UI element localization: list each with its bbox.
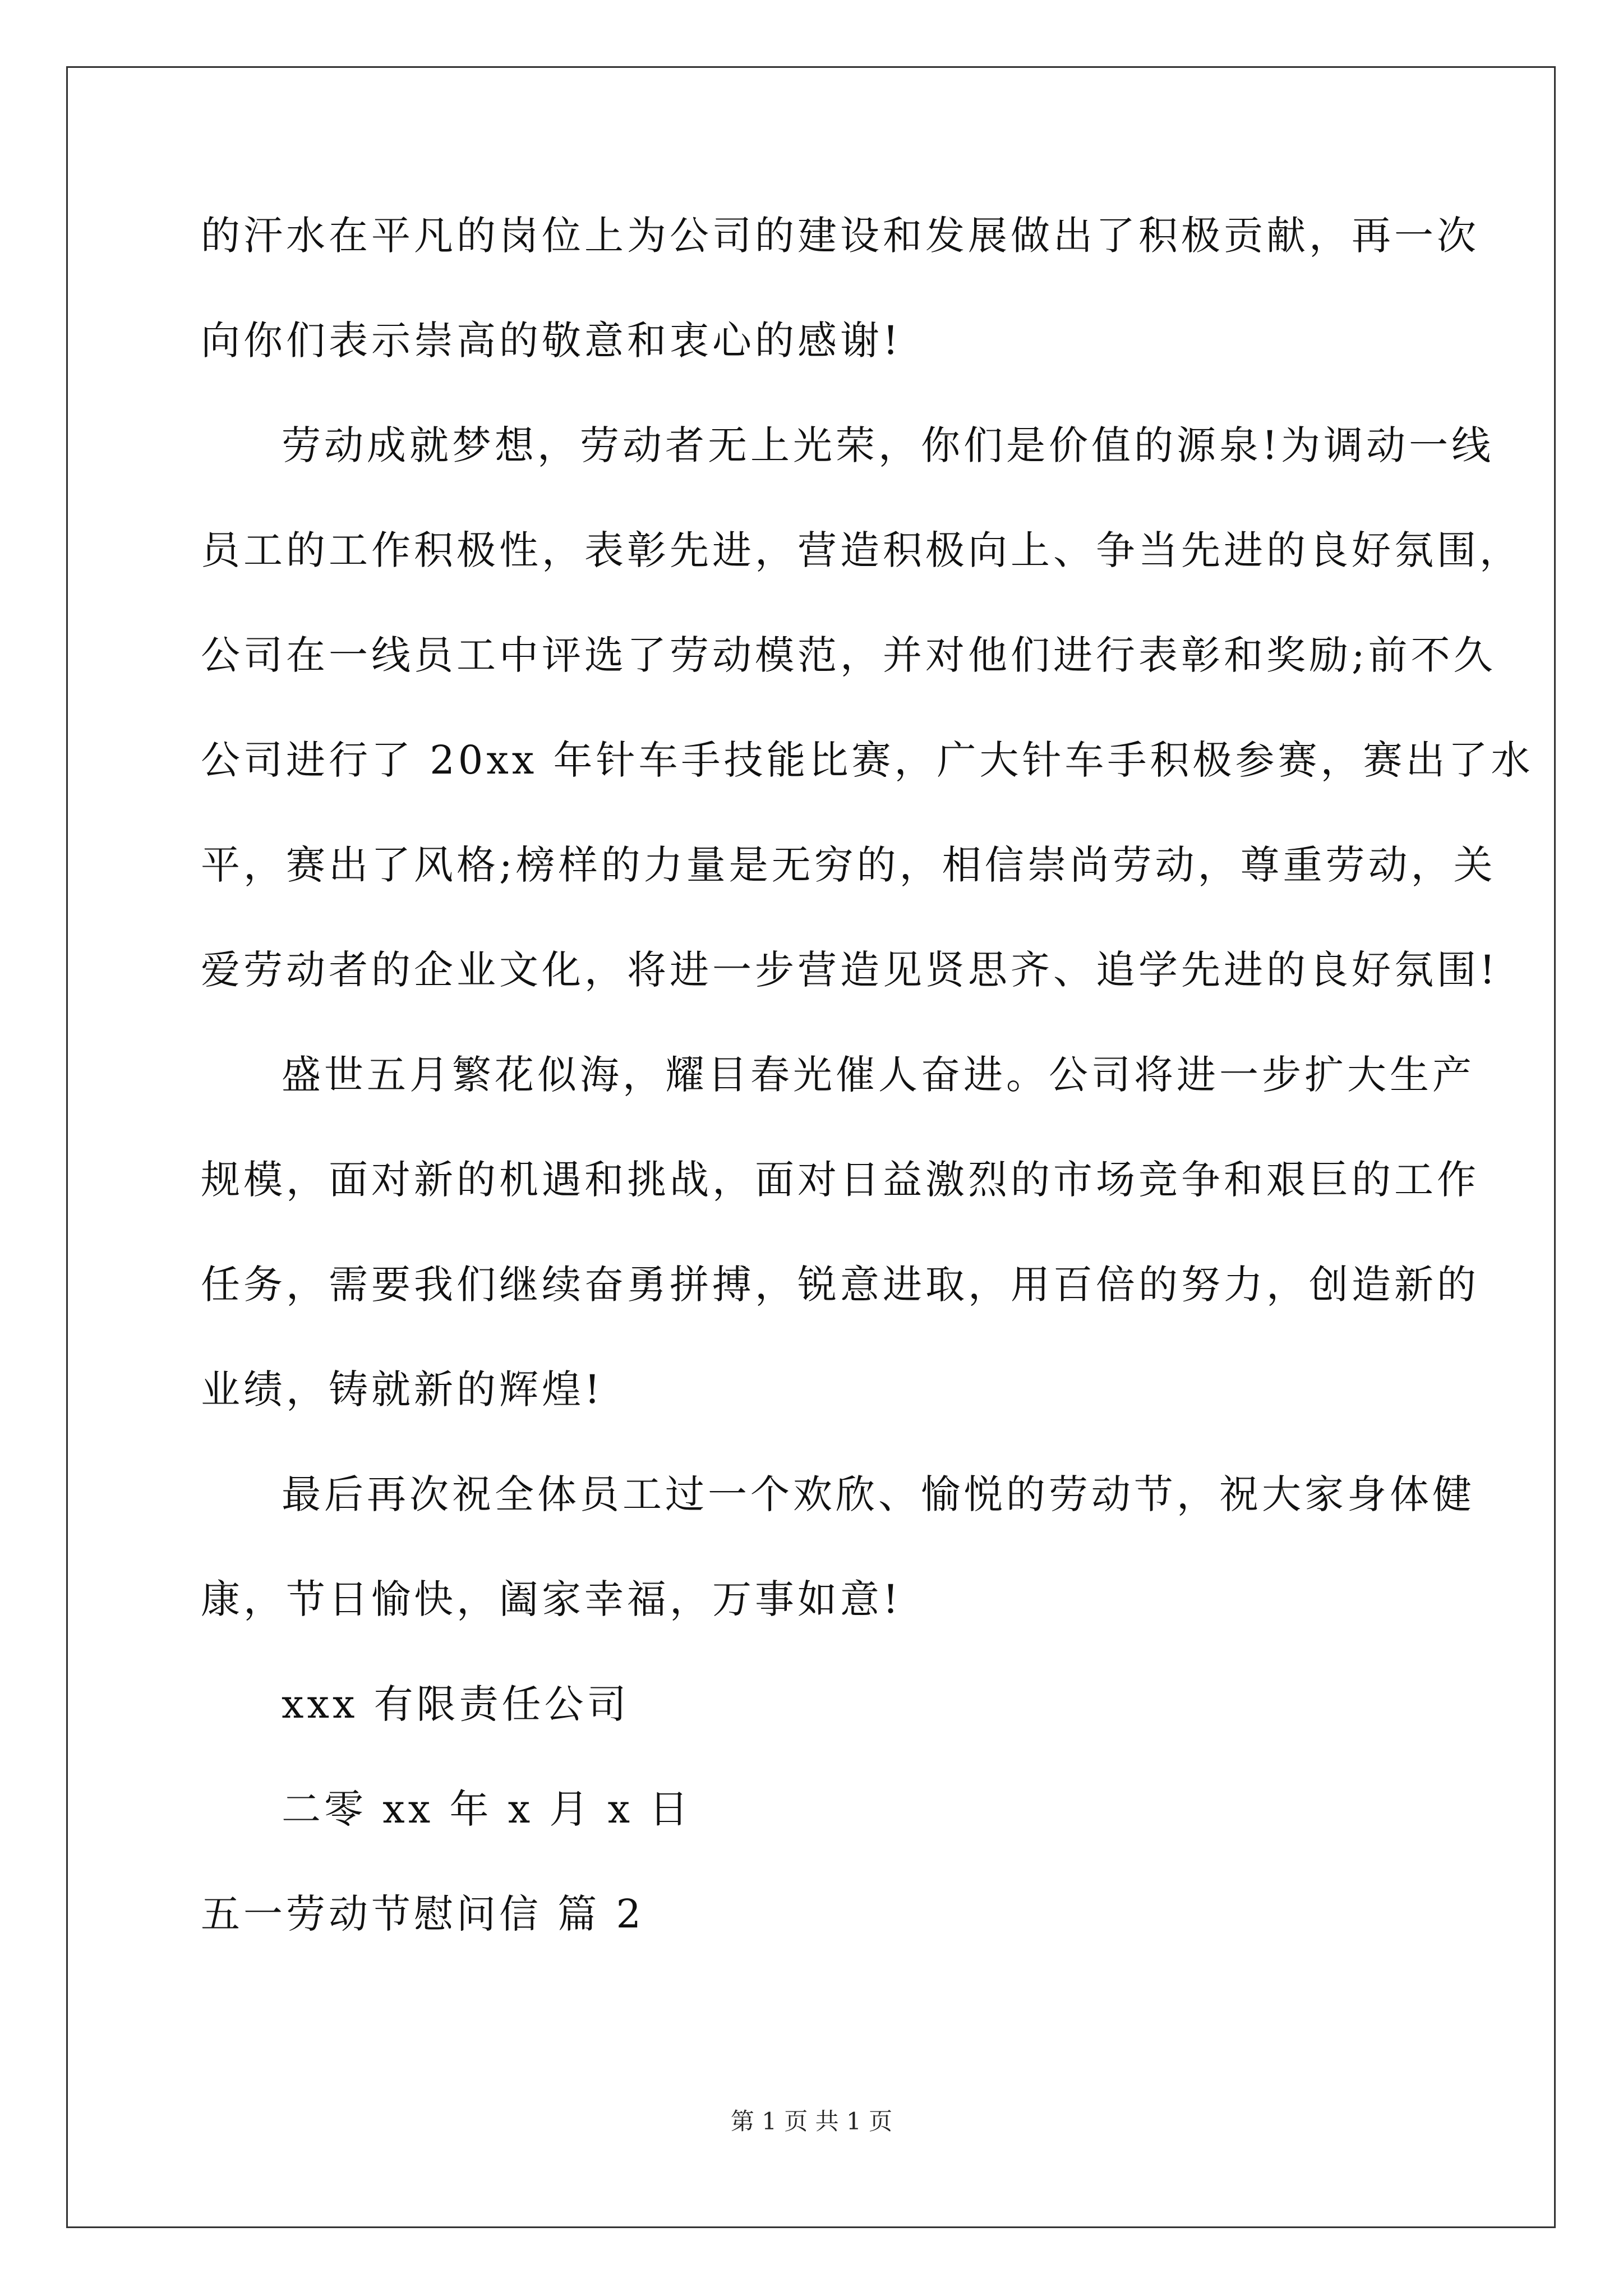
paragraph-line: 业绩，铸就新的辉煌! xyxy=(201,1366,604,1412)
paragraph-line: 最后再次祝全体员工过一个欢欣、愉悦的劳动节，祝大家身体健 xyxy=(282,1471,1475,1517)
paragraph-line: 公司在一线员工中评选了劳动模范，并对他们进行表彰和奖励;前不久 xyxy=(201,632,1496,678)
paragraph-line: 爱劳动者的企业文化，将进一步营造见贤思齐、追学先进的良好氛围! xyxy=(201,947,1499,993)
signature-company: xxx 有限责任公司 xyxy=(282,1681,630,1727)
paragraph-line: 员工的工作积极性，表彰先进，营造积极向上、争当先进的良好氛围， xyxy=(201,527,1522,573)
paragraph-line: 的汗水在平凡的岗位上为公司的建设和发展做出了积极贡献，再一次 xyxy=(201,213,1479,259)
paragraph-line: 劳动成就梦想，劳动者无上光荣，你们是价值的源泉!为调动一线 xyxy=(282,422,1495,468)
paragraph-line: 向你们表示崇高的敬意和衷心的感谢! xyxy=(201,318,902,364)
page-footer: 第 1 页 共 1 页 xyxy=(730,2108,893,2135)
paragraph-line: 任务，需要我们继续奋勇拼搏，锐意进取，用百倍的努力，创造新的 xyxy=(201,1262,1479,1308)
paragraph-line: 盛世五月繁花似海，耀目春光催人奋进。公司将进一步扩大生产 xyxy=(282,1052,1475,1098)
signature-date: 二零 xx 年 x 月 x 日 xyxy=(282,1786,692,1832)
paragraph-line: 公司进行了 20xx 年针车手技能比赛，广大针车手积极参赛，赛出了水 xyxy=(201,737,1534,783)
paragraph-line: 规模，面对新的机遇和挑战，面对日益激烈的市场竞争和艰巨的工作 xyxy=(201,1157,1479,1203)
paragraph-line: 康，节日愉快，阖家幸福，万事如意! xyxy=(201,1576,902,1622)
next-section-title: 五一劳动节慰问信 篇 2 xyxy=(201,1891,645,1937)
paragraph-line: 平，赛出了风格;榜样的力量是无穷的，相信崇尚劳动，尊重劳动，关 xyxy=(201,842,1496,888)
